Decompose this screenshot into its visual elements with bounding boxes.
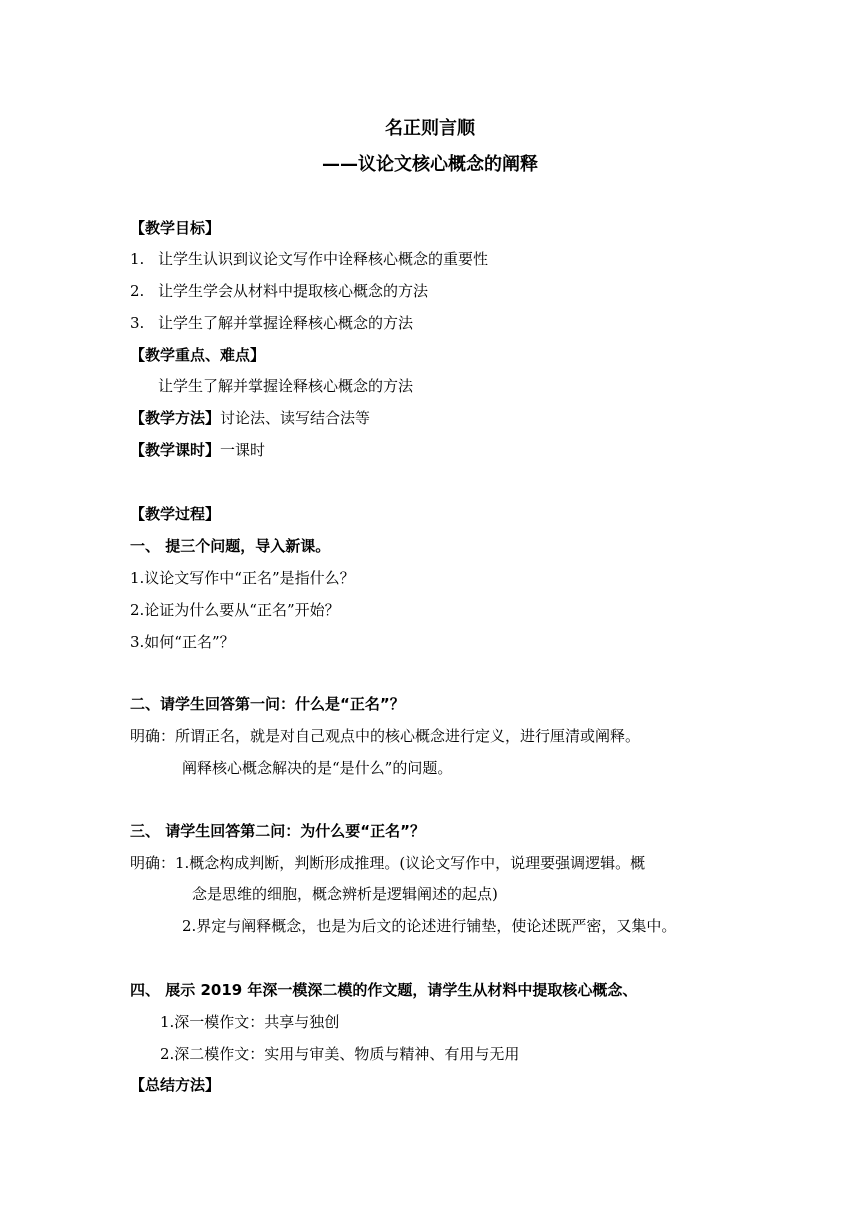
question-3: 3.如何“正名”？ <box>130 633 235 651</box>
section-3-line-3: 2.界定与阐释概念，也是为后文的论述进行铺垫，使论述既严密，又集中。 <box>182 917 677 935</box>
process-heading: 【教学过程】 <box>130 505 221 523</box>
doc-subtitle: ——议论文核心概念的阐释 <box>322 154 538 175</box>
hours-line <box>130 439 265 461</box>
section-4-heading: 四、 展示 2019 年深一模深二模的作文题，请学生从材料中提取核心概念、 <box>130 981 638 999</box>
key-points-text: 让学生了解并掌握诠释核心概念的方法 <box>158 377 414 395</box>
objective-text: 让学生认识到议论文写作中诠释核心概念的重要性 <box>158 250 489 268</box>
objective-item <box>130 280 428 302</box>
section-3-line-1: 明确：1.概念构成判断，判断形成推理。(议论文写作中，说理要强调逻辑。概 <box>130 854 646 872</box>
objective-num: 1. <box>130 250 145 268</box>
question-2: 2.论证为什么要从“正名”开始？ <box>130 601 340 619</box>
section-2-line-1: 明确：所谓正名，就是对自己观点中的核心概念进行定义，进行厘清或阐释。 <box>130 727 641 745</box>
objective-text: 让学生了解并掌握诠释核心概念的方法 <box>158 314 414 332</box>
method-label: 【教学方法】 <box>130 409 221 427</box>
section-4-line-1: 1.深一模作文：共享与独创 <box>160 1013 340 1031</box>
objective-num: 2. <box>130 282 145 300</box>
question-1: 1.议论文写作中“正名”是指什么？ <box>130 569 355 587</box>
method-text: 讨论法、读写结合法等 <box>220 409 371 427</box>
objective-item <box>130 312 413 334</box>
hours-text: 一课时 <box>220 441 266 459</box>
objectives-heading: 【教学目标】 <box>130 219 221 237</box>
section-1-heading: 一、 提三个问题，导入新课。 <box>130 537 331 555</box>
doc-title: 名正则言顺 <box>385 118 475 139</box>
section-2-line-2: 阐释核心概念解决的是“是什么”的问题。 <box>182 759 453 777</box>
method-line <box>130 407 370 429</box>
key-points-heading: 【教学重点、难点】 <box>130 346 266 364</box>
section-3-line-2: 念是思维的细胞，概念辨析是逻辑阐述的起点) <box>192 885 498 903</box>
section-4-line-2: 2.深二模作文：实用与审美、物质与精神、有用与无用 <box>160 1045 520 1063</box>
objective-num: 3. <box>130 314 145 332</box>
section-3-heading: 三、 请学生回答第二问：为什么要“正名”？ <box>130 822 425 840</box>
objective-text: 让学生学会从材料中提取核心概念的方法 <box>158 282 429 300</box>
hours-label: 【教学课时】 <box>130 441 221 459</box>
summary-heading: 【总结方法】 <box>130 1076 221 1094</box>
objective-item <box>130 248 488 270</box>
section-2-heading: 二、请学生回答第一问：什么是“正名”？ <box>130 695 405 713</box>
